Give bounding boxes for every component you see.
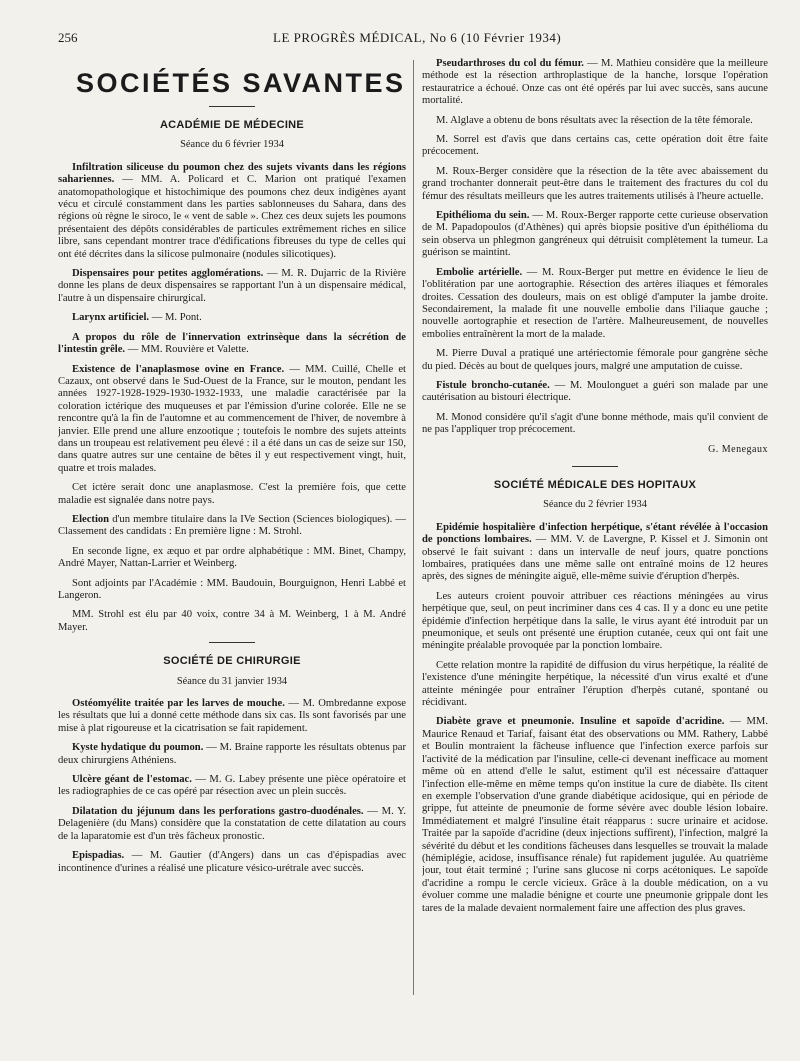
- paragraph: [58, 850, 406, 875]
- paragraph-title: Existence de l'anaplasmose ovine en France.: [72, 363, 285, 375]
- paragraph-text: — MM. Cuillé, Chelle et Cazaux, ont observé dans le Sud-Ouest de la France, sur le mouton, pendant les années 1927-1928-1929-1930-1932-1933, une maladie caractérisée par la coloration ictérique des muqueuses et par l'émission d'urine colorée. Elle ne se rencontre qu'à la fin de l'automne et au commencement de l'hiver, de novembre à janvier. Elle prend une allure enzootique ; toutefois le nombre des sujets atteints dans un troupeau est relativement peu élevé : il a été dans un cas de seize sur 150, dans quatre autres sur une centaine de bêtes il y eut respectivement vingt, huit, quatre et trois malades.: [58, 363, 406, 474]
- paragraph-title: Epidémie hospitalière d'infection herpétique, s'étant révélée à l'occasion de ponctions lombaires.: [422, 521, 768, 546]
- paragraph-text: En seconde ligne, ex æquo et par ordre alphabétique : MM. Binet, Champy, André Mayer, Nattan-Larrier et Weinberg.: [58, 545, 406, 570]
- paragraph-text: MM. Strohl est élu par 40 voix, contre 34 à M. Weinberg, 1 à M. André Mayer.: [58, 609, 406, 633]
- paragraph-title: Ulcère géant de l'estomac.: [72, 774, 192, 786]
- paragraph-text: — MM. A. Policard et C. Marion ont pratiqué l'examen anatomopathologique et histochimique des poumons chez deux indigènes ayant vécu et circulé constamment dans les parties sablonneuses du Sahara, dans des régions où règne le siroco, le « vent de sable ». Chez ces deux sujets les poumons présentaient des dépôts considérables de particules extrêmement riches en silice libre, sans cependant montrer trace d'édifications fibreuses du type de celles qui ont été décrites dans la silicose pulmonaire (nodules silicotiques).: [58, 174, 406, 260]
- paragraph-title: Embolie artérielle.: [436, 266, 523, 278]
- paragraph-title: Ostéomyélite traitée par les larves de mouche.: [72, 698, 285, 710]
- paragraph-text: — M. G. Labey présente une pièce opératoire et les radiographies de ce cas opéré par résection avec un plein succès.: [58, 774, 406, 798]
- paragraph: [58, 742, 406, 767]
- paragraph-text: M. Roux-Berger considère que la résection de la tête avec abaissement du grand trochanter donnerait peut-être dans le traitement des fractures du col du fémur des résultats meilleurs que les autres traitements utilisés à l'heure actuelle.: [422, 165, 768, 202]
- section-body-hopitaux: [422, 522, 768, 915]
- paragraph-text: M. Monod considère qu'il s'agit d'une bonne méthode, mais qu'il convient de ne pas l'appliquer trop précocement.: [422, 411, 768, 436]
- column-divider: [413, 60, 414, 995]
- paragraph: [422, 115, 768, 127]
- paragraph-title: A propos du rôle de l'innervation extrinsèque dans la sécrétion de l'intestin grêle.: [58, 331, 406, 356]
- paragraph-text: — MM. Rouvière et Valette.: [125, 344, 249, 356]
- section-title-hopitaux: SOCIÉTÉ MÉDICALE DES HOPITAUX: [493, 478, 697, 491]
- paragraph: [422, 267, 768, 341]
- paragraph: [422, 134, 768, 159]
- left-column: [58, 58, 406, 1008]
- paragraph: [58, 514, 406, 539]
- section-rule: [209, 642, 255, 643]
- author-signature: G. Menegaux: [708, 443, 768, 455]
- paragraph: [422, 166, 768, 203]
- paragraph-text: — M. Moulonguet a guéri son malade par une cautérisation au bistouri électrique.: [422, 379, 768, 404]
- page-number: 256: [58, 30, 78, 45]
- main-title: SOCIÉTÉS SAVANTES: [76, 68, 406, 98]
- paragraph-title: Larynx artificiel.: [72, 312, 150, 324]
- section-body-academie: [58, 162, 406, 634]
- paragraph-text: — M. Mathieu considère que la meilleure méthode est la résection arthroplastique de la hanche, lorsque l'opération restauratrice a échoué. Onze cas ont été opérés par lui avec succès, sans aucune mortalité.: [422, 58, 768, 107]
- paragraph-text: Sont adjoints par l'Académie : MM. Baudouin, Bourguignon, Henri Labbé et Langeron.: [58, 577, 406, 601]
- paragraph-title: Fistule broncho-cutanée.: [436, 379, 550, 391]
- paragraph: [58, 578, 406, 603]
- paragraph-text: Cette relation montre la rapidité de diffusion du virus herpétique, la réalité de l'existence d'une méningite herpétique, la nécessité d'un virus exalté et d'une atteinte méningée pour entraîner l'éruption d'herpès cutané, spontané ou récidivant.: [422, 659, 768, 709]
- paragraph-text: — M. Roux-Berger put mettre en évidence le lieu de l'oblitération par une aortographie. Résection des artères iliaques et fémorales droites. Cessation des douleurs, mais on est obligé d'amputer la jambe droite. Secondairement, la malade fit une nouvelle embolie dans l'iliaque gauche ; nouvelle aortographie et resection de l'artère. Malheureusement, de nouvelles embolies entraînèrent la mort de la malade.: [422, 266, 768, 340]
- paragraph: [58, 806, 406, 843]
- paragraph-text: M. Sorrel est d'avis que dans certains cas, cette opération doit être faite précocement.: [422, 134, 768, 158]
- paragraph: [422, 660, 768, 710]
- section-rule: [572, 466, 618, 467]
- paragraph: [422, 348, 768, 373]
- paragraph-title: Epispadias.: [72, 850, 125, 862]
- paragraph-text: — M. Pont.: [149, 312, 202, 324]
- paragraph-title: Kyste hydatique du poumon.: [72, 742, 204, 754]
- paragraph-text: — M. Braine rapporte les résultats obtenus par deux chirurgiens Athéniens.: [58, 742, 406, 766]
- paragraph: [422, 58, 768, 108]
- journal-title: LE PROGRÈS MÉDICAL, No 6 (10 Février 1934): [273, 30, 562, 45]
- section-title-academie: ACADÉMIE DE MÉDECINE: [159, 119, 305, 131]
- paragraph: [58, 268, 406, 305]
- paragraph: [422, 380, 768, 405]
- title-rule: [209, 106, 255, 107]
- paragraph: [422, 210, 768, 260]
- paragraph: [58, 312, 406, 324]
- paragraph-text: — M. Roux-Berger rapporte cette curieuse observation de M. Papadopoulos (d'Athènes) qui après biopsie positive d'un épithélioma du sein observa un phlegmon gangréneux qui détruisit complètement la tumeur. La guérison se maintint.: [422, 210, 768, 259]
- paragraph-text: — M. Gautier (d'Angers) dans un cas d'épispadias avec incontinence d'urines a réalisé une plicature vésico-urétrale avec succès.: [58, 850, 406, 874]
- paragraph-text: — MM. V. de Lavergne, P. Kissel et J. Simonin ont observé le fait suivant : dans un intervalle de neuf jours, quatre ponctions lombaires, pratiquées dans une même salle ont entraîné moins de 12 heures après, des signes de méningite aiguë, elle-même suivie d'éruption d'herpès.: [422, 534, 768, 583]
- section-date-chirurgie: Séance du 31 janvier 1934: [176, 675, 288, 687]
- paragraph: [58, 332, 406, 357]
- paragraph-text: Cet ictère serait donc une anaplasmose. C'est la première fois, que cette maladie est signalée dans notre pays.: [58, 482, 406, 506]
- paragraph: [422, 716, 768, 915]
- page-header: [58, 30, 758, 48]
- section-title-chirurgie: SOCIÉTÉ DE CHIRURGIE: [163, 655, 301, 668]
- paragraph-text: — MM. Maurice Renaud et Tariaf, faisant état des observations ou MM. Rathery, Labbé et Boulin montraient la fâcheuse influence que l'infection exerce parfois sur l'activité de la médication par l'insuline, celle-ci devenant inefficace au moment même où en attend d'elle le salut, estiment qu'il est nécessaire d'attaquer l'infection elle-même en même temps qu'on institue la cure de diabète. Ils citent en exemple l'observation d'une grande diabétique acidosique, qui en période de grippe, fut atteinte de pneumonie de forme sévère avec double lésion lobaire. Immédiatement et malgré l'insuline était réapparus : sucre urinaire et acidose. Traitée par la sapoïde d'acridine (deux injections suffirent), l'infection, malgré la sévérité du début et les conditions fâcheuses dans lesquelles se trouvait la malade (hémiplégie, acidose, insuffisance rénale) fut rapidement jugulée. Au quatrième jour, tout était terminé ; l'urine sans glucose ni corps acétoniques. Le sapoïde d'acridine a rompu le cercle vicieux. Grâce à la double médication, on a vu évoluer comme une maladie bénigne et courte une pneumonie grippale dont les tares de la malade devaient normalement faire une affection des plus graves.: [422, 716, 768, 914]
- paragraph: [58, 774, 406, 799]
- paragraph-text: — M. Y. Delagenière (du Mans) considère que la constatation de cette dilatation au cours de la laparatomie est d'un très fâcheux pronostic.: [58, 805, 406, 842]
- paragraph-text: — M. Ombredanne expose les résultats que lui a donné cette méthode dans six cas. Ils sont favorisés par une mise à plat rigoureuse et la cicatrisation se fait rapidement.: [58, 698, 406, 734]
- paragraph-text: M. Alglave a obtenu de bons résultats avec la résection de la tête fémorale.: [436, 114, 753, 126]
- paragraph-text: Les auteurs croient pouvoir attribuer ces réactions méningées au virus herpétique que, seul, on peut incriminer dans ces 4 cas. Il y a donc eu une petite épidémie d'infection herpétique dans la salle, le virus ayant été introduit par un pneumonique, et seuls ont présenté une éruption cutanée, ceux qui ont fait une méningite préalable provoquée par la ponction lombaire.: [422, 590, 768, 652]
- section-date-academie: Séance du 6 février 1934: [180, 139, 284, 151]
- right-column: [422, 58, 768, 998]
- paragraph: [58, 482, 406, 507]
- paragraph-text: — M. R. Dujarric de la Rivière donne les plans de deux dispensaires se rapportant l'un à un dispensaire médical, l'autre à un dispensaire chirurgical.: [58, 268, 406, 304]
- paragraph-title: Infiltration siliceuse du poumon chez des sujets vivants dans les régions sahariennes.: [58, 161, 406, 186]
- paragraph-text: M. Pierre Duval a pratiqué une artériectomie fémorale pour gangrène sèche du pied. Décès au bout de quelques jours, malgré une amputation de cuisse.: [422, 348, 768, 372]
- section-date-hopitaux: Séance du 2 février 1934: [543, 499, 647, 511]
- paragraph: [422, 522, 768, 584]
- paragraph: [422, 412, 768, 437]
- section-body-chirurgie-continued: [422, 58, 768, 437]
- section-body-chirurgie: [58, 698, 406, 875]
- paragraph-title: Epithélioma du sein.: [436, 210, 530, 222]
- paragraph-title: Election: [72, 513, 110, 525]
- paragraph: [58, 609, 406, 634]
- paragraph-title: Dispensaires pour petites agglomérations.: [72, 268, 264, 280]
- paragraph: [422, 591, 768, 653]
- paragraph: [58, 698, 406, 735]
- paragraph: [58, 162, 406, 261]
- paragraph-text: d'un membre titulaire dans la IVe Section (Sciences biologiques). — Classement des candidats : En première ligne : M. Strohl.: [58, 513, 406, 538]
- paragraph-title: Dilatation du jéjunum dans les perforations gastro-duodénales.: [72, 805, 364, 817]
- paragraph: [58, 546, 406, 571]
- paragraph-title: Pseudarthroses du col du fémur.: [436, 58, 584, 69]
- paragraph: [58, 364, 406, 476]
- paragraph-title: Diabète grave et pneumonie. Insuline et sapoïde d'acridine.: [436, 716, 725, 728]
